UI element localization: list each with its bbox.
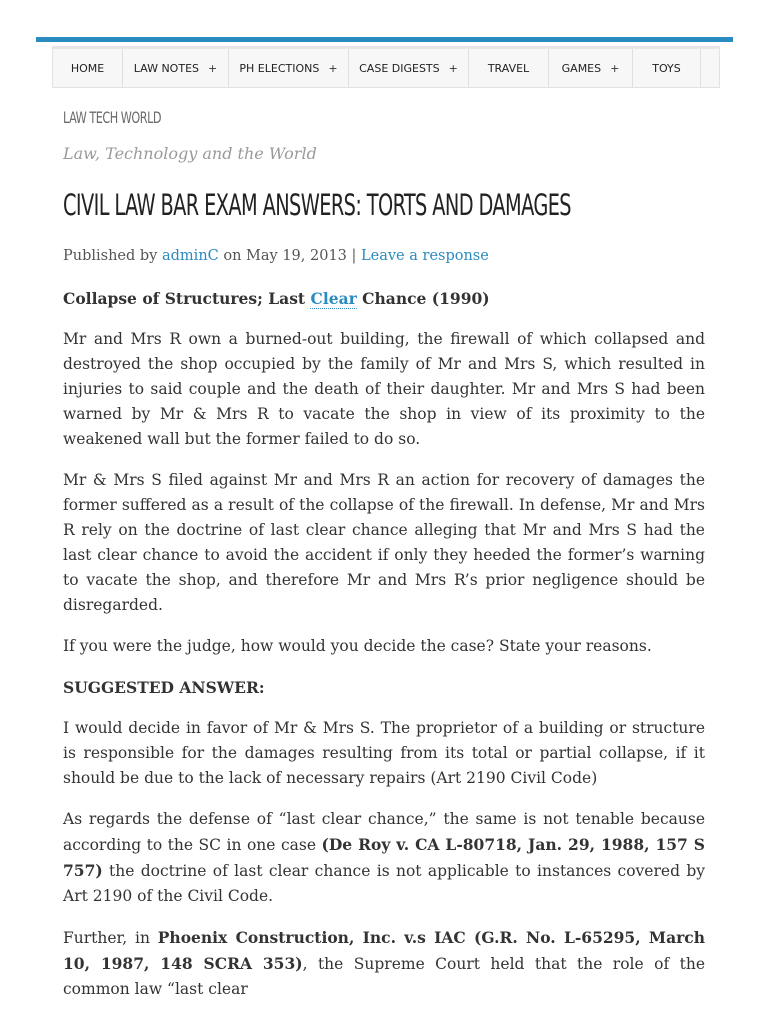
nav-item-label: PH ELECTIONS <box>239 61 320 75</box>
site-tagline: Law, Technology and the World <box>63 144 317 163</box>
case-citation: Phoenix Construction, Inc. v.s IAC (G.R. No. L-65295, March 10, 1987, 148 SCRA 353) <box>63 928 705 973</box>
leave-response-link[interactable]: Leave a response <box>361 248 489 264</box>
text: , the Supreme Court held that the role of the common law “last clear <box>63 955 705 998</box>
paragraph-last-clear-chance <box>63 807 705 909</box>
top-accent-bar <box>36 37 733 42</box>
plus-icon[interactable]: + <box>610 61 620 75</box>
nav-item-games[interactable] <box>549 49 633 87</box>
plus-icon[interactable]: + <box>448 61 458 75</box>
text: the doctrine of last clear chance is not applicable to instances covered by Art 2190 of the Civil Code. <box>63 862 705 905</box>
paragraph-answer: I would decide in favor of Mr & Mrs S. The proprietor of a building or structure is responsible for the damages resulting from its total or partial collapse, if it should be due to the lack of necessary repairs (Art 2190 Civil Code) <box>63 719 705 787</box>
nav-item-label: TRAVEL <box>487 61 530 75</box>
nav-item-case-digests[interactable] <box>349 49 469 87</box>
paragraph-phoenix <box>63 925 705 1002</box>
suggested-answer-label: SUGGESTED ANSWER: <box>63 678 265 697</box>
heading-text-end: Chance (1990) <box>356 289 490 308</box>
post-content <box>63 286 705 1018</box>
nav-item-ph-elections[interactable] <box>229 49 349 87</box>
paragraph-action: Mr & Mrs S filed against Mr and Mrs R an action for recovery of damages the former suffered as a result of the collapse of the firewall. In defense, Mr and Mrs R rely on the doctrine of last clear chance alleging that Mr and Mrs S had the last clear chance to avoid the accident if only they heeded the former’s warning to vacate the shop, and therefore Mr and Mrs R’s prior negligence should be disregarded. <box>63 471 705 614</box>
nav-item-home[interactable] <box>53 49 123 87</box>
nav-item-label: LAW NOTES <box>133 61 199 75</box>
question-heading <box>63 286 705 311</box>
nav-item-toys[interactable] <box>633 49 701 87</box>
paragraph-facts: Mr and Mrs R own a burned-out building, the firewall of which collapsed and destroyed the shop occupied by the family of Mr and Mrs S, which resulted in injuries to said couple and the death of their daughter. Mr and Mrs S had been warned by Mr & Mrs R to vacate the shop in view of its proximity to the weakened wall but the former failed to do so. <box>63 330 705 448</box>
post-title: CIVIL LAW BAR EXAM ANSWERS: TORTS AND DAMAGES <box>63 188 571 222</box>
text: As regards the defense of “last clear chance,” the same is not tenable because according to the SC in one case <box>63 810 705 854</box>
published-by-label: Published by <box>63 248 158 264</box>
nav-item-label: TOYS <box>652 61 681 75</box>
nav-item-label: HOME <box>70 61 105 75</box>
plus-icon[interactable]: + <box>328 61 338 75</box>
nav-item-law-notes[interactable] <box>123 49 229 87</box>
nav-item-label: CASE DIGESTS <box>359 61 440 75</box>
nav-item-travel[interactable] <box>469 49 549 87</box>
heading-text: Collapse of Structures; Last <box>63 289 311 308</box>
plus-icon[interactable]: + <box>208 61 218 75</box>
author-link[interactable]: adminC <box>162 248 219 264</box>
post-date: on May 19, 2013 | <box>223 248 357 264</box>
site-title[interactable]: LAW TECH WORLD <box>63 108 162 127</box>
nav-item-label: GAMES <box>561 61 602 75</box>
clear-keyword-link[interactable]: Clear <box>310 289 357 308</box>
text: Further, in <box>63 929 158 947</box>
post-meta <box>63 248 489 264</box>
main-nav <box>52 46 720 88</box>
case-citation: (De Roy v. CA L-80718, Jan. 29, 1988, 157 S 757) <box>63 835 705 880</box>
paragraph-question: If you were the judge, how would you decide the case? State your reasons. <box>63 637 652 655</box>
